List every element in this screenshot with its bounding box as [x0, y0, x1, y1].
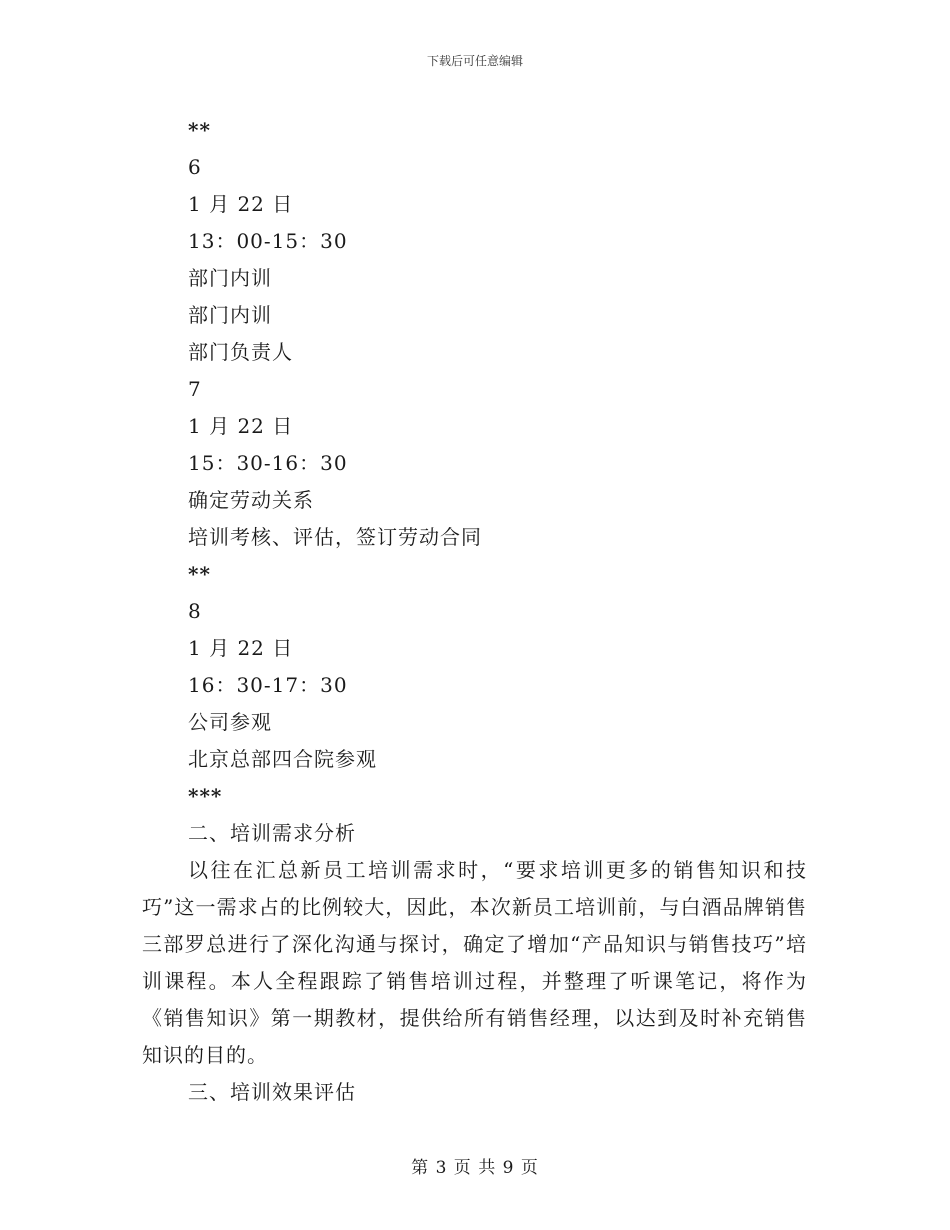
- text-line: 7: [188, 377, 202, 401]
- text-line: 1 月 22 日: [188, 414, 294, 438]
- training-needs-paragraph: 以往在汇总新员工培训需求时，“要求培训更多的销售知识和技巧”这一需求占的比例较大，因此，本次新员工培训前，与白酒品牌销售三部罗总进行了深化沟通与探讨，确定了增加“产品知识与销售技巧”培训课程。本人全程跟踪了销售培训过程，并整理了听课笔记，将作为《销售知识》第一期教材，提供给所有销售经理，以达到及时补充销售知识的目的。: [142, 858, 807, 1067]
- text-line: 6: [188, 155, 202, 179]
- text-line: 1 月 22 日: [188, 636, 294, 660]
- text-line: 北京总部四合院参观: [188, 747, 377, 771]
- text-line: 13：00-15：30: [188, 229, 348, 253]
- text-line: 8: [188, 599, 202, 623]
- text-line: 二、培训需求分析: [188, 821, 356, 845]
- section-heading-evaluation: 三、培训效果评估: [188, 1080, 356, 1104]
- text-line: 公司参观: [188, 710, 272, 734]
- text-line: 1 月 22 日: [188, 192, 294, 216]
- text-line: ***: [188, 784, 223, 808]
- text-line: **: [188, 118, 211, 142]
- text-line: **: [188, 562, 211, 586]
- text-line: 部门负责人: [188, 340, 293, 364]
- text-line: 部门内训: [188, 303, 272, 327]
- text-line: 15：30-16：30: [188, 451, 348, 475]
- text-line: 培训考核、评估，签订劳动合同: [188, 525, 482, 549]
- line-list: [142, 112, 807, 852]
- page-header: 下载后可任意编辑: [426, 54, 523, 68]
- text-line: 部门内训: [188, 266, 272, 290]
- text-line: 16：30-17：30: [188, 673, 348, 697]
- text-line: 确定劳动关系: [188, 488, 314, 512]
- page-footer: 第 3 页 共 9 页: [411, 1158, 539, 1178]
- document-body: [142, 112, 807, 1111]
